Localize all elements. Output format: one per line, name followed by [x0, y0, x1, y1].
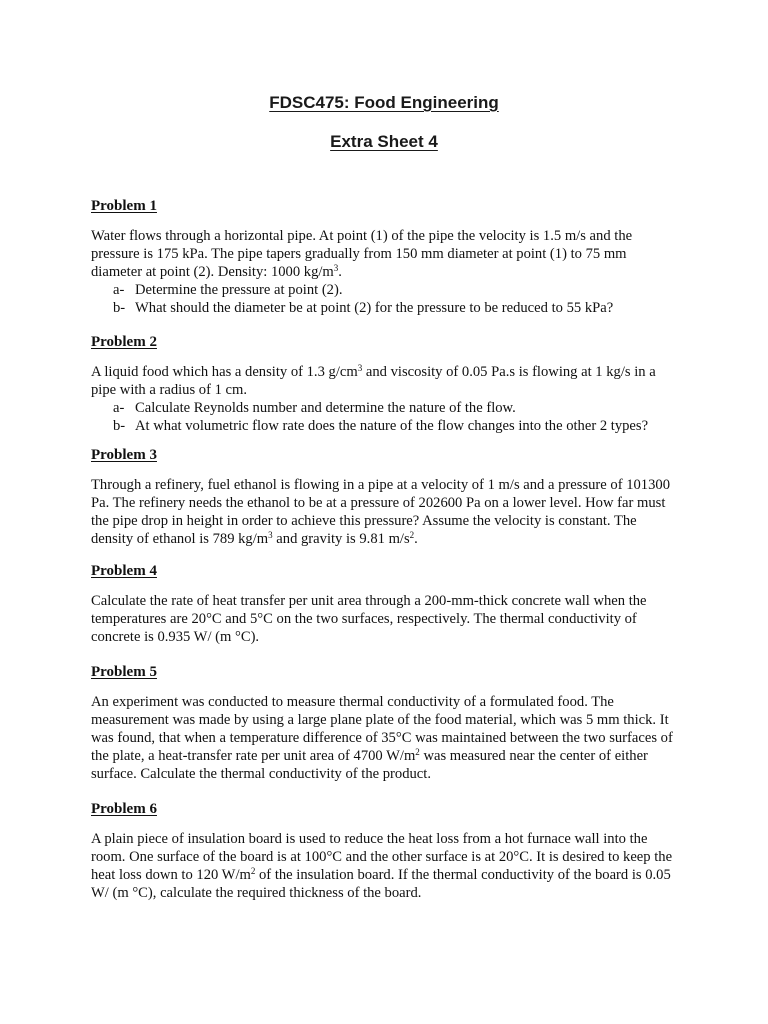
superscript: 3	[268, 530, 273, 540]
problem-heading: Problem 1	[91, 198, 157, 214]
problem-1	[91, 197, 691, 317]
problem-text	[91, 693, 681, 783]
text-segment: A liquid food which has a density of 1.3 g/cm	[91, 364, 358, 380]
list-item-text: Calculate Reynolds number and determine the nature of the flow.	[135, 400, 516, 416]
page-title: FDSC475: Food Engineering	[269, 93, 499, 112]
list-item	[91, 399, 691, 417]
list-marker: a-	[113, 400, 125, 416]
list-item-text: What should the diameter be at point (2) for the pressure to be reduced to 55 kPa?	[135, 300, 614, 316]
text-segment: Through a refinery, fuel ethanol is flowing in a pipe at a velocity of 1 m/s and a pressure of 101300 Pa. The refinery needs the ethanol to be at a pressure of 202600 Pa on a lower level. How far must the pipe drop in height in order to achieve this pressure? Assume the velocity is constant. The density of ethanol is 789 kg/m	[91, 477, 670, 547]
text-segment: and viscosity of 0.05 Pa.s is flowing at 1 kg/s in a pipe with a radius of 1 cm.	[91, 364, 656, 398]
problem-2	[91, 333, 691, 435]
list-item	[91, 417, 691, 435]
list-item-text: At what volumetric flow rate does the nature of the flow changes into the other 2 types?	[135, 418, 649, 434]
superscript: 3	[333, 263, 339, 273]
list-item	[91, 299, 691, 317]
text-segment: An experiment was conducted to measure thermal conductivity of a formulated food. The measurement was made by using a large plane plate of the food material, which was 5 mm thick. It was found, that when a temperature difference of 35°C was maintained between the two surfaces of the plate, a heat-transfer rate per unit area of 4700 W/m	[91, 694, 673, 764]
problem-heading: Problem 5	[91, 664, 157, 680]
text-segment: A plain piece of insulation board is used to reduce the heat loss from a hot furnace wall into the room. One surface of the board is at 100°C and the other surface is at 20°C. It is desired to keep the heat loss down to 120 W/m	[91, 831, 673, 883]
problem-4	[91, 562, 691, 646]
problem-text	[91, 830, 681, 902]
list-marker: b-	[113, 418, 126, 434]
superscript: 2	[250, 866, 256, 876]
text-segment: .	[338, 264, 342, 280]
superscript: 2	[415, 747, 420, 757]
problem-text	[91, 592, 681, 646]
problem-text	[91, 227, 681, 281]
list-marker: a-	[113, 282, 125, 298]
text-segment: was measured near the center of either surface. Calculate the thermal conductivity of the product.	[91, 748, 648, 782]
problem-3	[91, 446, 691, 548]
list-marker: b-	[113, 300, 126, 316]
superscript: 3	[357, 363, 363, 373]
problem-6	[91, 800, 691, 902]
list-item-text: Determine the pressure at point (2).	[135, 282, 343, 298]
text-segment: .	[414, 531, 418, 547]
problem-text	[91, 363, 681, 399]
problem-heading: Problem 6	[91, 801, 157, 817]
superscript: 2	[409, 530, 415, 540]
problem-5	[91, 663, 691, 783]
text-segment: and gravity is 9.81 m/s	[272, 531, 410, 547]
problem-heading: Problem 3	[91, 447, 157, 463]
list-item	[91, 281, 691, 299]
text-segment: Calculate the rate of heat transfer per unit area through a 200-mm-thick concrete wall when the temperatures are 20°C and 5°C on the two surfaces, respectively. The thermal conductivity of concrete is 0.935 W/ (m °C).	[91, 593, 647, 645]
problem-heading: Problem 2	[91, 334, 157, 350]
text-segment: of the insulation board. If the thermal conductivity of the board is 0.05 W/ (m °C), calculate the required thickness of the board.	[91, 867, 671, 901]
text-segment: Water flows through a horizontal pipe. At point (1) of the pipe the velocity is 1.5 m/s and the pressure is 175 kPa. The pipe tapers gradually from 150 mm diameter at point (1) to 75 mm diameter at point (2). Density: 1000 kg/m	[91, 228, 633, 280]
page-subtitle: Extra Sheet 4	[330, 132, 438, 151]
problem-heading: Problem 4	[91, 563, 157, 579]
problem-text	[91, 476, 681, 548]
